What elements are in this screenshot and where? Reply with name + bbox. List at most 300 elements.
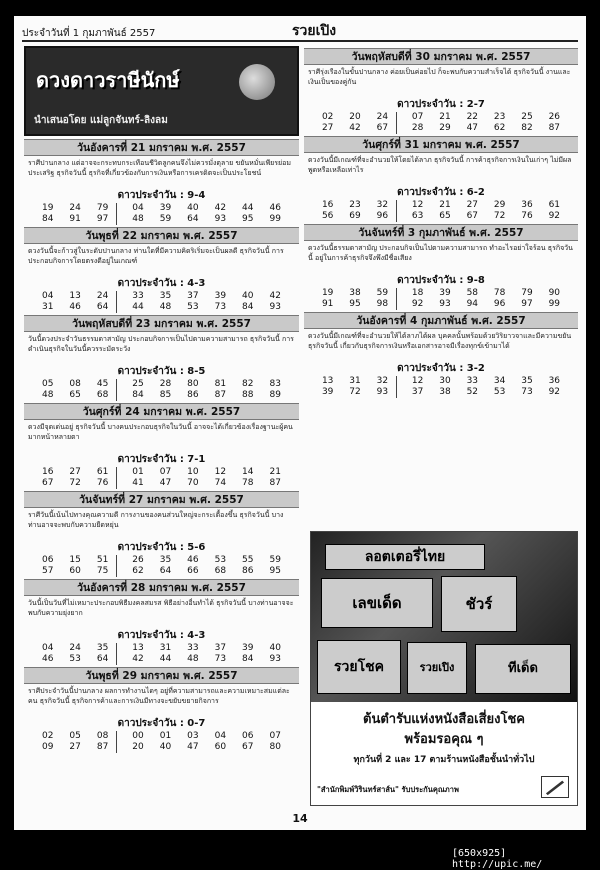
lucky-number: 27 xyxy=(321,123,334,133)
lucky-number: 79 xyxy=(96,203,109,213)
lucky-number: 12 xyxy=(411,200,424,210)
lucky-number: 42 xyxy=(214,203,227,213)
lucky-number: 67 xyxy=(41,478,54,488)
day-forecast xyxy=(24,403,299,489)
lucky-number: 35 xyxy=(159,291,172,301)
lucky-number: 82 xyxy=(521,123,533,133)
lucky-number: 24 xyxy=(96,291,109,301)
lucky-number: 26 xyxy=(548,112,561,122)
lucky-number: 73 xyxy=(214,302,227,312)
lucky-number: 47 xyxy=(466,123,479,133)
column-divider xyxy=(116,643,124,654)
left-column xyxy=(24,46,299,801)
advertisement xyxy=(310,531,578,806)
day-heading: วันพฤหัสบดีที่ 23 มกราคม พ.ศ. 2557 xyxy=(24,315,299,332)
lucky-number: 38 xyxy=(439,387,451,397)
number-row xyxy=(304,387,578,398)
lucky-number: 19 xyxy=(321,288,334,298)
lucky-number: 64 xyxy=(96,302,109,312)
lucky-number: 21 xyxy=(269,467,281,477)
lucky-number: 70 xyxy=(187,478,199,488)
day-forecast xyxy=(24,139,299,225)
lucky-star-label: ดาวประจำวัน : 8-5 xyxy=(117,366,206,377)
lucky-number: 39 xyxy=(321,387,334,397)
brand-logo: รวยเปิง xyxy=(292,23,337,39)
lucky-number: 92 xyxy=(411,299,424,309)
magazine-cover: ชัวร์ xyxy=(441,576,517,632)
lucky-number: 31 xyxy=(349,376,361,386)
lucky-number: 42 xyxy=(132,654,144,664)
lucky-number: 65 xyxy=(69,390,81,400)
lucky-number: 07 xyxy=(269,731,281,741)
lucky-number: 46 xyxy=(187,555,199,565)
lucky-number: 59 xyxy=(269,555,281,565)
ad-publisher: "สำนักพิมพ์วิรินทร์สาส์น" รับประกันคุณภาพ xyxy=(317,785,459,794)
lucky-number: 60 xyxy=(214,742,227,752)
lucky-number: 13 xyxy=(69,291,81,301)
day-forecast xyxy=(24,491,299,577)
lucky-number: 20 xyxy=(349,112,361,122)
forecast-text: ดวงวันนี้มีเกณฑ์ที่จะอำนวยให้โดยได้ลาภ ธุรกิจวันนี้ การค้าธุรกิจการเงินในเก่าๆ ไม่มีผลพูดหรือเหลือเท่าไร xyxy=(308,156,572,174)
lucky-number: 61 xyxy=(548,200,561,210)
number-row xyxy=(304,112,578,123)
magazine-cover: รวยโชค xyxy=(317,640,401,694)
lucky-number: 10 xyxy=(187,467,199,477)
lucky-number: 40 xyxy=(269,643,281,653)
lucky-number: 78 xyxy=(493,288,506,298)
lucky-number: 31 xyxy=(159,643,172,653)
lucky-number: 67 xyxy=(466,211,479,221)
column-divider xyxy=(396,288,404,299)
lucky-number: 87 xyxy=(96,742,109,752)
lucky-number: 65 xyxy=(439,211,451,221)
lucky-number: 62 xyxy=(493,123,506,133)
lucky-number: 86 xyxy=(242,566,254,576)
lucky-number: 45 xyxy=(96,379,109,389)
lucky-number: 39 xyxy=(159,203,172,213)
day-forecast xyxy=(24,227,299,313)
lucky-number: 24 xyxy=(376,112,389,122)
column-divider xyxy=(396,299,404,310)
column-divider xyxy=(116,467,124,478)
lucky-number: 66 xyxy=(187,566,199,576)
lucky-number: 12 xyxy=(411,376,424,386)
lucky-number: 76 xyxy=(96,478,109,488)
day-heading: วันจันทร์ที่ 27 มกราคม พ.ศ. 2557 xyxy=(24,491,299,508)
quill-pen-icon xyxy=(541,776,569,798)
lucky-number: 41 xyxy=(132,478,144,488)
lucky-number: 87 xyxy=(269,478,281,488)
number-row xyxy=(24,291,299,302)
lucky-number: 26 xyxy=(132,555,144,565)
lucky-number: 95 xyxy=(242,214,254,224)
lucky-number: 76 xyxy=(521,211,533,221)
lucky-number: 82 xyxy=(242,379,254,389)
lucky-star-label: ดาวประจำวัน : 4-3 xyxy=(117,278,206,289)
lucky-number: 81 xyxy=(214,379,227,389)
day-forecast xyxy=(24,667,299,753)
lucky-number: 34 xyxy=(493,376,506,386)
number-row xyxy=(24,379,299,390)
lucky-number: 46 xyxy=(41,654,54,664)
column-divider xyxy=(396,387,404,398)
lucky-number: 92 xyxy=(548,211,561,221)
ad-headline: ต้นตำรับแห่งหนังสือเสี่ยงโชค xyxy=(363,712,525,727)
lucky-number: 67 xyxy=(376,123,389,133)
column-divider xyxy=(116,291,124,302)
forecast-text: ราศีวันนี้เน้นไปทางคุณความดี การงานของคนส่วนใหญ่จะกระเตื้องขึ้น ธุรกิจวันนี้ บางท่านอาจจะพบกับความยืดหยุ่น xyxy=(28,511,284,529)
lucky-number: 29 xyxy=(439,123,451,133)
lucky-number: 05 xyxy=(41,379,54,389)
page-header xyxy=(22,20,578,42)
lucky-number: 95 xyxy=(269,566,281,576)
lucky-star-label: ดาวประจำวัน : 9-8 xyxy=(397,275,485,286)
lucky-number: 28 xyxy=(411,123,424,133)
column-divider xyxy=(116,742,124,753)
lucky-number: 84 xyxy=(242,302,254,312)
lucky-number: 89 xyxy=(269,390,281,400)
lucky-number: 40 xyxy=(159,742,172,752)
lucky-number: 27 xyxy=(466,200,479,210)
lucky-number: 47 xyxy=(187,742,199,752)
forecast-text: ราศีปานกลาง แต่อาจจะกระทบกระเทือนชีวิตลูกคนจึงไม่ควรมั่งตุลาย ขยันหมั่นเพียรย่อมประเสริฐ ธุรกิจวันนี้ ธุรกิจที่เกี่ยวข้องกับการเงินหรือการเครดิตจะเป็นประโยชน์ xyxy=(28,159,291,177)
lucky-number: 27 xyxy=(69,467,81,477)
column-divider xyxy=(116,478,124,489)
lucky-number: 69 xyxy=(349,211,361,221)
lucky-number: 47 xyxy=(159,478,172,488)
day-forecast xyxy=(304,312,578,398)
image-watermark: [650x925] http://upic.me/ xyxy=(452,848,543,870)
lucky-number: 58 xyxy=(466,288,479,298)
lucky-number: 90 xyxy=(548,288,561,298)
lucky-number: 91 xyxy=(321,299,334,309)
number-row xyxy=(24,203,299,214)
lucky-number: 86 xyxy=(187,390,199,400)
number-row xyxy=(24,467,299,478)
magazine-cover: รวยเปิง xyxy=(407,642,467,694)
lucky-number: 61 xyxy=(96,467,109,477)
column-divider xyxy=(116,214,124,225)
lucky-number: 62 xyxy=(132,566,144,576)
day-heading: วันพฤหัสบดีที่ 30 มกราคม พ.ศ. 2557 xyxy=(304,48,578,65)
lucky-number: 01 xyxy=(159,731,172,741)
lucky-number: 96 xyxy=(376,211,389,221)
lucky-number: 97 xyxy=(96,214,109,224)
day-forecast xyxy=(304,136,578,222)
lucky-number: 23 xyxy=(493,112,506,122)
lucky-number: 73 xyxy=(521,387,533,397)
lucky-number: 59 xyxy=(376,288,389,298)
page-number: 14 xyxy=(292,812,308,825)
lucky-number: 42 xyxy=(349,123,361,133)
day-heading: วันอังคารที่ 4 กุมภาพันธ์ พ.ศ. 2557 xyxy=(304,312,578,329)
number-row xyxy=(24,731,299,742)
lucky-number: 46 xyxy=(269,203,281,213)
lucky-number: 73 xyxy=(214,654,227,664)
lucky-number: 37 xyxy=(411,387,424,397)
lucky-number: 75 xyxy=(96,566,109,576)
lucky-number: 48 xyxy=(187,654,199,664)
magazine-cover: เลขเด็ด xyxy=(321,578,433,628)
lucky-number: 93 xyxy=(376,387,389,397)
number-row xyxy=(24,654,299,665)
lucky-number: 04 xyxy=(132,203,144,213)
ad-schedule: ทุกวันที่ 2 และ 17 ตามร้านหนังสือชั้นนำทั่วไป xyxy=(353,755,535,765)
left-day-list xyxy=(24,139,299,753)
lucky-number: 53 xyxy=(214,555,227,565)
lucky-number: 31 xyxy=(41,302,54,312)
lucky-number: 80 xyxy=(187,379,199,389)
lucky-number: 13 xyxy=(132,643,144,653)
lucky-number: 38 xyxy=(349,288,361,298)
lucky-number: 93 xyxy=(439,299,451,309)
lucky-number: 30 xyxy=(439,376,451,386)
lucky-number: 32 xyxy=(376,376,389,386)
lucky-star-label: ดาวประจำวัน : 2-7 xyxy=(397,99,485,110)
lucky-number: 08 xyxy=(96,731,109,741)
newspaper-page xyxy=(14,16,586,830)
lucky-star-label: ดาวประจำวัน : 0-7 xyxy=(117,718,206,729)
forecast-text: ราศีรุ่งเรืองในขั้นปานกลาง ค่อยเป็นค่อยไป ก็จะพบกับความสำเร็จได้ ธุรกิจวันนี้ งานและเงินเป็นของคู่กัน xyxy=(308,68,571,86)
day-forecast xyxy=(24,315,299,401)
lucky-number: 97 xyxy=(521,299,533,309)
lucky-star-label: ดาวประจำวัน : 3-2 xyxy=(397,363,485,374)
lucky-number: 33 xyxy=(187,643,199,653)
column-divider xyxy=(116,379,124,390)
column-divider xyxy=(396,112,404,123)
column-divider xyxy=(396,200,404,211)
number-row xyxy=(304,299,578,310)
magazine-cover: ทีเด็ด xyxy=(475,644,571,694)
lucky-number: 35 xyxy=(521,376,533,386)
lucky-number: 53 xyxy=(493,387,506,397)
number-row xyxy=(304,123,578,134)
lucky-number: 84 xyxy=(41,214,54,224)
forecast-text: ดวงวันนี้ธรรมดาสามัญ ประกอบกิจเป็นไปตามความสามารถ ทำอะไรอย่าใจร้อน ธุรกิจวันนี้ อยู่ในการค้าธุรกิจจึงพึงมีชื่อเสียง xyxy=(308,244,573,262)
lucky-number: 09 xyxy=(41,742,54,752)
right-column xyxy=(304,46,578,526)
right-day-list xyxy=(304,48,578,398)
lucky-number: 95 xyxy=(349,299,361,309)
number-row xyxy=(24,390,299,401)
lucky-number: 92 xyxy=(548,387,561,397)
lucky-number: 72 xyxy=(493,211,506,221)
lucky-number: 87 xyxy=(214,390,227,400)
lucky-number: 40 xyxy=(242,291,254,301)
day-heading: วันศุกร์ที่ 31 มกราคม พ.ศ. 2557 xyxy=(304,136,578,153)
lucky-number: 05 xyxy=(69,731,81,741)
lucky-number: 16 xyxy=(321,200,334,210)
lucky-number: 21 xyxy=(439,200,451,210)
lucky-number: 60 xyxy=(69,566,81,576)
day-forecast xyxy=(24,579,299,665)
ad-subheadline: พร้อมรอคุณ ๆ xyxy=(404,732,484,747)
column-divider xyxy=(396,376,404,387)
lucky-number: 25 xyxy=(132,379,144,389)
lucky-number: 23 xyxy=(349,200,361,210)
lucky-number: 59 xyxy=(159,214,172,224)
lucky-number: 04 xyxy=(41,291,54,301)
lucky-number: 80 xyxy=(269,742,281,752)
lucky-number: 36 xyxy=(521,200,533,210)
lucky-number: 51 xyxy=(96,555,109,565)
lucky-number: 48 xyxy=(159,302,172,312)
lucky-number: 25 xyxy=(521,112,533,122)
lucky-number: 21 xyxy=(439,112,451,122)
day-heading: วันพุธที่ 22 มกราคม พ.ศ. 2557 xyxy=(24,227,299,244)
banner-subtitle: นำเสนอโดย แม่ลูกจันทร์-ลิงลม xyxy=(34,115,168,126)
number-row xyxy=(24,214,299,225)
lucky-number: 57 xyxy=(41,566,54,576)
number-row xyxy=(304,211,578,222)
day-forecast xyxy=(304,48,578,134)
lucky-number: 00 xyxy=(132,731,144,741)
lucky-number: 18 xyxy=(411,288,424,298)
column-divider xyxy=(116,390,124,401)
lucky-number: 22 xyxy=(466,112,479,122)
lucky-number: 64 xyxy=(96,654,109,664)
day-heading: วันพุธที่ 29 มกราคม พ.ศ. 2557 xyxy=(24,667,299,684)
lucky-number: 44 xyxy=(242,203,254,213)
lucky-number: 99 xyxy=(548,299,561,309)
lucky-number: 72 xyxy=(69,478,81,488)
lucky-number: 35 xyxy=(96,643,109,653)
lucky-number: 02 xyxy=(321,112,334,122)
lucky-number: 44 xyxy=(159,654,172,664)
ad-magazine-collage xyxy=(311,532,577,702)
column-divider xyxy=(116,566,124,577)
lucky-number: 55 xyxy=(242,555,254,565)
lucky-number: 96 xyxy=(493,299,506,309)
forecast-text: ราศีประจำวันนี้ปานกลาง ผลการทำงานไดๆ อยู่ที่ความสามารถและความเหมาะสมแต่ละคน ธุรกิจวันนี้ ธุรกิจการค้าและการเงินมีทางจะขยับขยายกิจการ xyxy=(28,687,290,705)
lucky-number: 19 xyxy=(41,203,54,213)
lucky-number: 04 xyxy=(41,643,54,653)
column-divider xyxy=(116,654,124,665)
lucky-number: 24 xyxy=(69,203,81,213)
lucky-number: 39 xyxy=(242,643,254,653)
lucky-number: 48 xyxy=(41,390,54,400)
forecast-text: วันนี้ดวงประจำวันธรรมดาสามัญ ประกอบกิจการเป็นไปตามความสามารถ ธุรกิจวันนี้ การดำเนินธุรกิจในวันนี้ควรระมัดระวัง xyxy=(28,335,294,353)
forecast-text: วันนี้เป็นวันที่ไม่เหมาะประกอบพิธีมงคลสมรส พิธีอย่างอื่นทำได้ ธุรกิจวันนี้ บางท่านอาจจะพบกับความยุ่งยาก xyxy=(28,599,294,617)
lucky-number: 64 xyxy=(159,566,172,576)
lucky-star-label: ดาวประจำวัน : 7-1 xyxy=(117,454,206,465)
lucky-number: 12 xyxy=(214,467,227,477)
lucky-number: 98 xyxy=(376,299,389,309)
forecast-text: ดวงวันนี้จะก้าวสู่ในระดับปานกลาง ท่านใดที่มีความคิดริเริ่มจะเป็นผลดี ธุรกิจวันนี้ การประกอบกิจการโดยตรงดีอยู่ในเกณฑ์ xyxy=(28,247,284,265)
lucky-number: 68 xyxy=(214,566,227,576)
number-row xyxy=(24,566,299,577)
number-row xyxy=(304,200,578,211)
lucky-number: 36 xyxy=(548,376,561,386)
lucky-star-label: ดาวประจำวัน : 6-2 xyxy=(397,187,485,198)
lucky-number: 28 xyxy=(159,379,172,389)
lucky-number: 32 xyxy=(376,200,389,210)
banner-title: ดวงดาวราษีนักษ์ xyxy=(36,68,180,92)
day-heading: วันศุกร์ที่ 24 มกราคม พ.ศ. 2557 xyxy=(24,403,299,420)
lucky-number: 13 xyxy=(321,376,334,386)
lucky-number: 35 xyxy=(159,555,172,565)
lucky-number: 39 xyxy=(214,291,227,301)
number-row xyxy=(24,478,299,489)
lucky-number: 29 xyxy=(493,200,506,210)
lucky-number: 14 xyxy=(242,467,254,477)
lucky-number: 91 xyxy=(69,214,81,224)
lucky-number: 02 xyxy=(41,731,54,741)
column-divider xyxy=(396,211,404,222)
column-divider xyxy=(116,203,124,214)
lucky-number: 16 xyxy=(41,467,54,477)
lucky-number: 04 xyxy=(214,731,227,741)
lucky-number: 87 xyxy=(548,123,561,133)
lucky-number: 68 xyxy=(96,390,109,400)
lucky-number: 99 xyxy=(269,214,281,224)
number-row xyxy=(24,742,299,753)
lucky-star-label: ดาวประจำวัน : 4-3 xyxy=(117,630,206,641)
column-divider xyxy=(116,731,124,742)
lucky-number: 93 xyxy=(214,214,227,224)
lucky-number: 07 xyxy=(159,467,172,477)
lucky-number: 83 xyxy=(269,379,281,389)
column-divider xyxy=(116,555,124,566)
day-forecast xyxy=(304,224,578,310)
lucky-number: 37 xyxy=(214,643,227,653)
lucky-number: 39 xyxy=(439,288,451,298)
lucky-number: 52 xyxy=(466,387,479,397)
lucky-number: 33 xyxy=(466,376,479,386)
day-heading: วันจันทร์ที่ 3 กุมภาพันธ์ พ.ศ. 2557 xyxy=(304,224,578,241)
lucky-number: 24 xyxy=(69,643,81,653)
lucky-number: 78 xyxy=(242,478,254,488)
lucky-number: 03 xyxy=(187,731,199,741)
lucky-number: 84 xyxy=(242,654,254,664)
lucky-number: 42 xyxy=(269,291,281,301)
lucky-star-label: ดาวประจำวัน : 5-6 xyxy=(117,542,206,553)
lucky-number: 06 xyxy=(242,731,254,741)
column-divider xyxy=(116,302,124,313)
lucky-number: 85 xyxy=(159,390,172,400)
column-divider xyxy=(396,123,404,134)
issue-date: ประจำวันที่ 1 กุมภาพันธ์ 2557 xyxy=(22,28,156,39)
lucky-number: 33 xyxy=(132,291,144,301)
lucky-number: 44 xyxy=(132,302,144,312)
lucky-number: 93 xyxy=(269,654,281,664)
forecast-text: ดวงวันนี้มีเกณฑ์ที่จะอำนวยให้ได้ลาภได้ผล บุคคลนั้นพร้อมด้วยวิริยาวจาและมีความขยัน ธุรกิจวันนี้ เกี่ยวกับธุรกิจการเงินหรือเอกสารอาจมีเรื่องทุกข์เข้ามาได้ xyxy=(308,332,572,350)
lucky-number: 79 xyxy=(521,288,533,298)
lucky-number: 53 xyxy=(69,654,81,664)
lucky-number: 08 xyxy=(69,379,81,389)
number-row xyxy=(304,288,578,299)
lucky-number: 53 xyxy=(187,302,199,312)
lucky-number: 88 xyxy=(242,390,254,400)
lucky-star-label: ดาวประจำวัน : 9-4 xyxy=(117,190,206,201)
lucky-number: 84 xyxy=(132,390,144,400)
lucky-number: 56 xyxy=(321,211,334,221)
lucky-number: 67 xyxy=(242,742,254,752)
lucky-number: 37 xyxy=(187,291,199,301)
number-row xyxy=(304,376,578,387)
lucky-number: 15 xyxy=(69,555,81,565)
moon-icon xyxy=(239,64,275,100)
number-row xyxy=(24,555,299,566)
number-row xyxy=(24,302,299,313)
lucky-number: 72 xyxy=(349,387,361,397)
lucky-number: 01 xyxy=(132,467,144,477)
day-heading: วันอังคารที่ 28 มกราคม พ.ศ. 2557 xyxy=(24,579,299,596)
forecast-text: ดวงมีจุดเด่นอยู่ ธุรกิจวันนี้ บางคนประกอบธุรกิจในวันนี้ อาจจะได้เกี่ยวข้องเรื่องฐานะผู้คนมากหน้าหลายตา xyxy=(28,423,293,441)
lucky-number: 27 xyxy=(69,742,81,752)
lucky-number: 46 xyxy=(69,302,81,312)
lucky-number: 07 xyxy=(411,112,424,122)
